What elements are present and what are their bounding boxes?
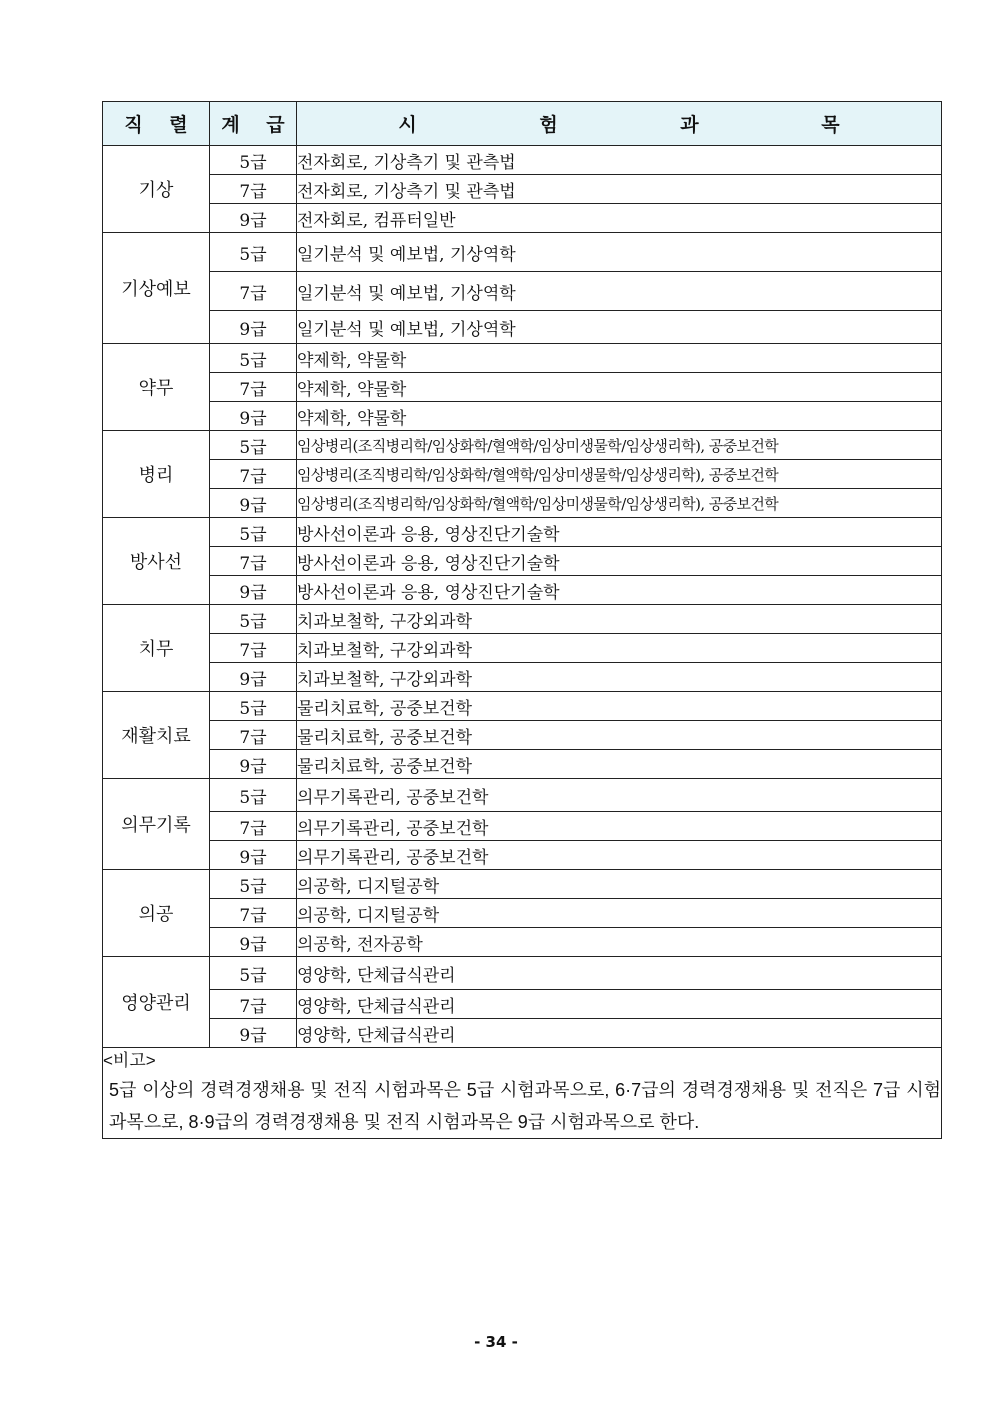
table-row — [103, 899, 942, 928]
subject-cell: 전자회로, 기상측기 및 관측법 — [297, 175, 942, 204]
subject-cell: 영양학, 단체급식관리 — [297, 1019, 942, 1048]
subject-cell: 약제학, 약물학 — [297, 344, 942, 373]
page-number: - 34 - — [474, 1333, 518, 1351]
table-row — [103, 1019, 942, 1048]
header-job: 직 렬 — [103, 102, 210, 146]
table-row — [103, 721, 942, 750]
grade-cell: 5급 — [210, 146, 297, 175]
subject-cell: 영양학, 단체급식관리 — [297, 957, 942, 990]
subject-cell: 물리치료학, 공중보건학 — [297, 692, 942, 721]
subject-cell: 일기분석 및 예보법, 기상역학 — [297, 311, 942, 344]
job-cell: 기상 — [103, 146, 210, 233]
subject-cell: 의무기록관리, 공중보건학 — [297, 812, 942, 841]
subject-cell: 영양학, 단체급식관리 — [297, 990, 942, 1019]
grade-cell: 9급 — [210, 841, 297, 870]
table-row — [103, 928, 942, 957]
table-row — [103, 841, 942, 870]
subject-cell: 물리치료학, 공중보건학 — [297, 721, 942, 750]
grade-cell: 7급 — [210, 373, 297, 402]
subject-cell: 치과보철학, 구강외과학 — [297, 634, 942, 663]
grade-cell: 7급 — [210, 175, 297, 204]
grade-cell: 9급 — [210, 204, 297, 233]
subject-cell: 임상병리(조직병리학/임상화학/혈액학/임상미생물학/임상생리학), 공중보건학 — [297, 489, 942, 518]
table-row — [103, 431, 942, 460]
subject-cell: 일기분석 및 예보법, 기상역학 — [297, 272, 942, 311]
subject-cell: 의무기록관리, 공중보건학 — [297, 841, 942, 870]
subject-cell: 치과보철학, 구강외과학 — [297, 663, 942, 692]
job-cell: 재활치료 — [103, 692, 210, 779]
job-cell: 병리 — [103, 431, 210, 518]
table-row — [103, 204, 942, 233]
job-cell: 기상예보 — [103, 233, 210, 344]
job-cell: 의공 — [103, 870, 210, 957]
table-row — [103, 870, 942, 899]
table-row — [103, 692, 942, 721]
grade-cell: 9급 — [210, 663, 297, 692]
grade-cell: 5급 — [210, 344, 297, 373]
subject-cell: 물리치료학, 공중보건학 — [297, 750, 942, 779]
subject-cell: 약제학, 약물학 — [297, 373, 942, 402]
job-cell: 영양관리 — [103, 957, 210, 1048]
grade-cell: 5급 — [210, 870, 297, 899]
grade-cell: 5급 — [210, 233, 297, 272]
subject-cell: 전자회로, 기상측기 및 관측법 — [297, 146, 942, 175]
table-row — [103, 402, 942, 431]
table-row — [103, 489, 942, 518]
subject-cell: 약제학, 약물학 — [297, 402, 942, 431]
subject-cell: 치과보철학, 구강외과학 — [297, 605, 942, 634]
grade-cell: 9급 — [210, 750, 297, 779]
table-row — [103, 460, 942, 489]
job-cell: 방사선 — [103, 518, 210, 605]
grade-cell: 9급 — [210, 402, 297, 431]
table-row — [103, 990, 942, 1019]
table-row — [103, 344, 942, 373]
table-row — [103, 957, 942, 990]
note-row — [103, 1048, 942, 1139]
table-row — [103, 373, 942, 402]
grade-cell: 9급 — [210, 489, 297, 518]
table-header-row — [103, 102, 942, 146]
job-cell: 의무기록 — [103, 779, 210, 870]
subject-cell: 방사선이론과 응용, 영상진단기술학 — [297, 547, 942, 576]
table-row — [103, 605, 942, 634]
grade-cell: 7급 — [210, 547, 297, 576]
grade-cell: 5급 — [210, 779, 297, 812]
table-row — [103, 779, 942, 812]
table-row — [103, 311, 942, 344]
grade-cell: 9급 — [210, 928, 297, 957]
grade-cell: 7급 — [210, 899, 297, 928]
table-row — [103, 812, 942, 841]
table-row — [103, 272, 942, 311]
header-subject: 시 험 과 목 — [297, 102, 942, 146]
grade-cell: 5급 — [210, 518, 297, 547]
subject-cell: 방사선이론과 응용, 영상진단기술학 — [297, 518, 942, 547]
grade-cell: 7급 — [210, 634, 297, 663]
subject-cell: 의공학, 디지털공학 — [297, 899, 942, 928]
grade-cell: 7급 — [210, 460, 297, 489]
note-cell — [103, 1048, 942, 1139]
note-title: <비고> — [103, 1051, 156, 1070]
grade-cell: 5급 — [210, 431, 297, 460]
grade-cell: 9급 — [210, 311, 297, 344]
table-row — [103, 750, 942, 779]
subject-cell: 의공학, 디지털공학 — [297, 870, 942, 899]
subject-cell: 임상병리(조직병리학/임상화학/혈액학/임상미생물학/임상생리학), 공중보건학 — [297, 460, 942, 489]
subject-cell: 의공학, 전자공학 — [297, 928, 942, 957]
table-row — [103, 663, 942, 692]
table-row — [103, 175, 942, 204]
grade-cell: 7급 — [210, 272, 297, 311]
subject-cell: 일기분석 및 예보법, 기상역학 — [297, 233, 942, 272]
job-cell: 약무 — [103, 344, 210, 431]
subject-cell: 방사선이론과 응용, 영상진단기술학 — [297, 576, 942, 605]
table-row — [103, 576, 942, 605]
header-grade: 계 급 — [210, 102, 297, 146]
grade-cell: 5급 — [210, 957, 297, 990]
grade-cell: 7급 — [210, 990, 297, 1019]
table-row — [103, 233, 942, 272]
grade-cell: 9급 — [210, 1019, 297, 1048]
grade-cell: 5급 — [210, 605, 297, 634]
grade-cell: 7급 — [210, 812, 297, 841]
exam-subjects-table — [102, 101, 942, 1139]
table-row — [103, 518, 942, 547]
subject-cell: 전자회로, 컴퓨터일반 — [297, 204, 942, 233]
grade-cell: 7급 — [210, 721, 297, 750]
note-text: 5급 이상의 경력경쟁채용 및 전직 시험과목은 5급 시험과목으로, 6·7급의 경력경쟁채용 및 전직은 7급 시험과목으로, 8·9급의 경력경쟁채용 및 전직 시험과목은 9급 시험과목으로 한다. — [109, 1080, 941, 1132]
table-row — [103, 146, 942, 175]
subject-cell: 의무기록관리, 공중보건학 — [297, 779, 942, 812]
job-cell: 치무 — [103, 605, 210, 692]
table-row — [103, 634, 942, 663]
grade-cell: 9급 — [210, 576, 297, 605]
grade-cell: 5급 — [210, 692, 297, 721]
table-row — [103, 547, 942, 576]
subject-cell: 임상병리(조직병리학/임상화학/혈액학/임상미생물학/임상생리학), 공중보건학 — [297, 431, 942, 460]
